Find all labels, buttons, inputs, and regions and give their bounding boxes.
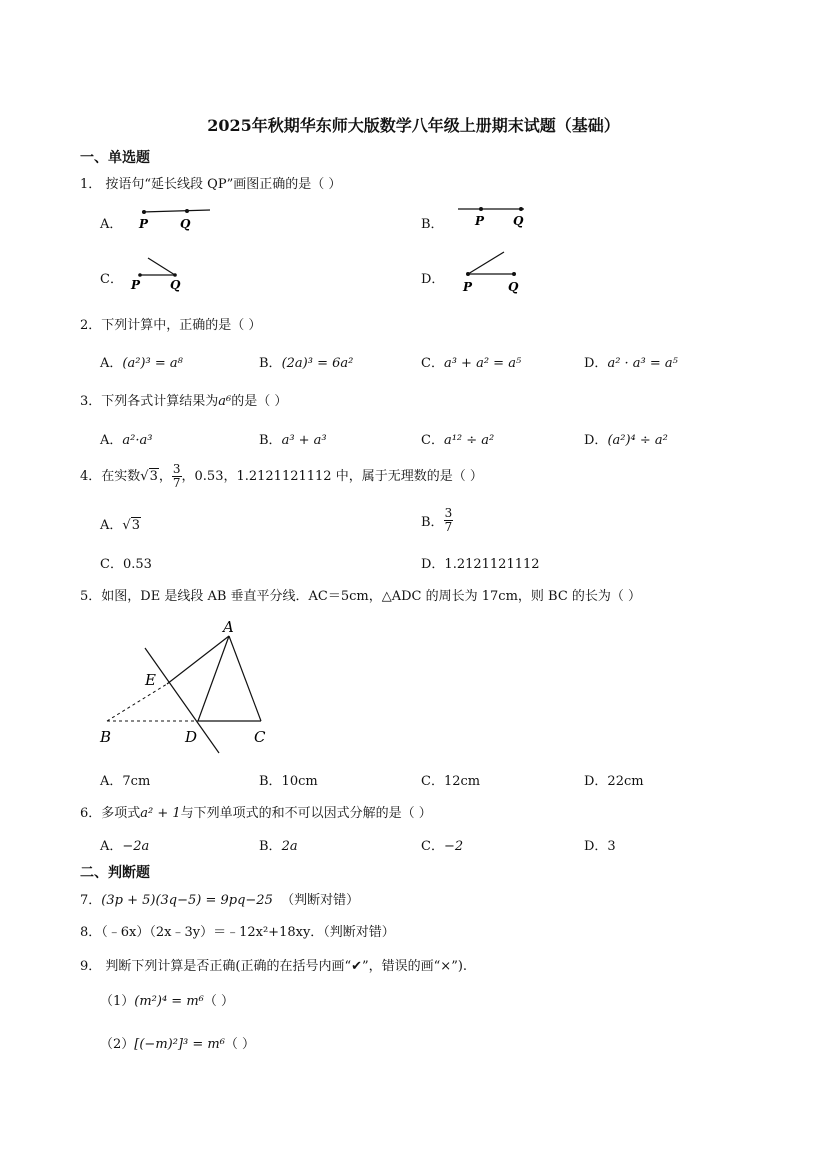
q5-stem: 5．如图，DE 是线段 AB 垂直平分线．AC＝5cm，△ADC 的周长为 17cm，则 BC 的长为（ ）: [80, 589, 642, 604]
q9-part-2: （2）[(−m)²]³ = m⁶（ ）: [100, 1037, 256, 1052]
q6-stem: 6．多项式a² + 1与下列单项式的和不可以因式分解的是（ ）: [80, 806, 432, 821]
q1b-label-p: P: [475, 214, 485, 228]
q6-option-d[interactable]: D．3: [584, 839, 616, 854]
q1b-label-q: Q: [513, 214, 524, 228]
q1a-label-p: P: [139, 217, 149, 231]
q3-option-a[interactable]: A．a²·a³: [100, 433, 153, 448]
q2-option-d[interactable]: D．a² · a³ = a⁵: [584, 356, 678, 371]
label-e: E: [145, 671, 156, 689]
label-d: D: [185, 728, 198, 746]
q9-part-1: （1）(m²)⁴ = m⁶（ ）: [100, 994, 235, 1009]
q9-part-1-blank[interactable]: （ ）: [203, 994, 235, 1009]
q5-option-c[interactable]: C．12cm: [421, 774, 481, 789]
q4-stem: 4．在实数√3， $\frac{3}{7}$ ，0.53，1.2121121112 中，属于无理数的是（ ）: [80, 462, 483, 490]
q2-option-b[interactable]: B．(2a)³ = 6a²: [259, 356, 354, 371]
q5-triangle-figure: [95, 612, 285, 762]
q4-option-c[interactable]: C．0.53: [100, 557, 152, 572]
q1c-label-p: P: [131, 278, 141, 292]
q1-option-c[interactable]: C．: [100, 272, 123, 287]
q8-stem: 8．（﹣6x）（2x﹣3y）＝﹣12x²+18xy．（判断对错）: [80, 925, 395, 940]
section-true-false: 二、判断题: [80, 865, 150, 881]
fraction-3-7-stem: $\frac{3}{7}$: [172, 462, 181, 490]
q1-figure-a: [136, 203, 216, 233]
q1-option-d[interactable]: D．: [421, 272, 445, 287]
section-single-choice: 一、单选题: [80, 150, 150, 166]
page-title: 2025年秋期华东师大版数学八年级上册期末试题（基础）: [207, 116, 620, 135]
q2-option-a[interactable]: A．(a²)³ = a⁸: [100, 356, 183, 371]
q3-option-c[interactable]: C．a¹² ÷ a²: [421, 433, 495, 448]
q2-option-c[interactable]: C．a³ + a² = a⁵: [421, 356, 522, 371]
q6-option-b[interactable]: B．2a: [259, 839, 298, 854]
q3-stem: 3．下列各式计算结果为a⁶的是（ ）: [80, 394, 288, 409]
q9-part-2-blank[interactable]: （ ）: [224, 1037, 256, 1052]
q2-stem: 2．下列计算中，正确的是（ ）: [80, 318, 262, 333]
q5-option-b[interactable]: B．10cm: [259, 774, 318, 789]
q3-option-b[interactable]: B．a³ + a³: [259, 433, 327, 448]
q1c-label-q: Q: [170, 278, 181, 292]
q1-figure-d: [458, 250, 528, 294]
q1-figure-b: [456, 202, 536, 232]
q4-option-a[interactable]: A．√3: [100, 518, 140, 533]
q1d-label-p: P: [463, 280, 473, 294]
q4-option-d[interactable]: D．1.2121121112: [421, 557, 540, 572]
label-b: B: [100, 728, 112, 746]
q1a-label-q: Q: [180, 217, 191, 231]
sqrt-3-stem: √3: [140, 469, 158, 484]
q1-option-b[interactable]: B．: [421, 217, 444, 232]
q6-option-a[interactable]: A．−2a: [100, 839, 150, 854]
q3-option-d[interactable]: D．(a²)⁴ ÷ a²: [584, 433, 668, 448]
q9-stem: 9． 判断下列计算是否正确(正确的在括号内画“✔”，错误的画“×”).: [80, 959, 468, 974]
q1-stem: 1． 按语句“延长线段 QP”画图正确的是（ ）: [80, 177, 342, 192]
q1-option-a[interactable]: A．: [100, 217, 123, 232]
q1d-label-q: Q: [508, 280, 519, 294]
label-a: A: [223, 618, 234, 636]
q1-figure-c: [128, 256, 198, 292]
q6-option-c[interactable]: C．−2: [421, 839, 464, 854]
label-c: C: [254, 728, 266, 746]
q5-option-a[interactable]: A．7cm: [100, 774, 151, 789]
q7-stem: 7．(3p + 5)(3q−5) = 9pq−25 （判断对错）: [80, 893, 360, 908]
q5-option-d[interactable]: D．22cm: [584, 774, 644, 789]
q4-option-b[interactable]: B． $\frac{3}{7}$: [421, 506, 453, 534]
